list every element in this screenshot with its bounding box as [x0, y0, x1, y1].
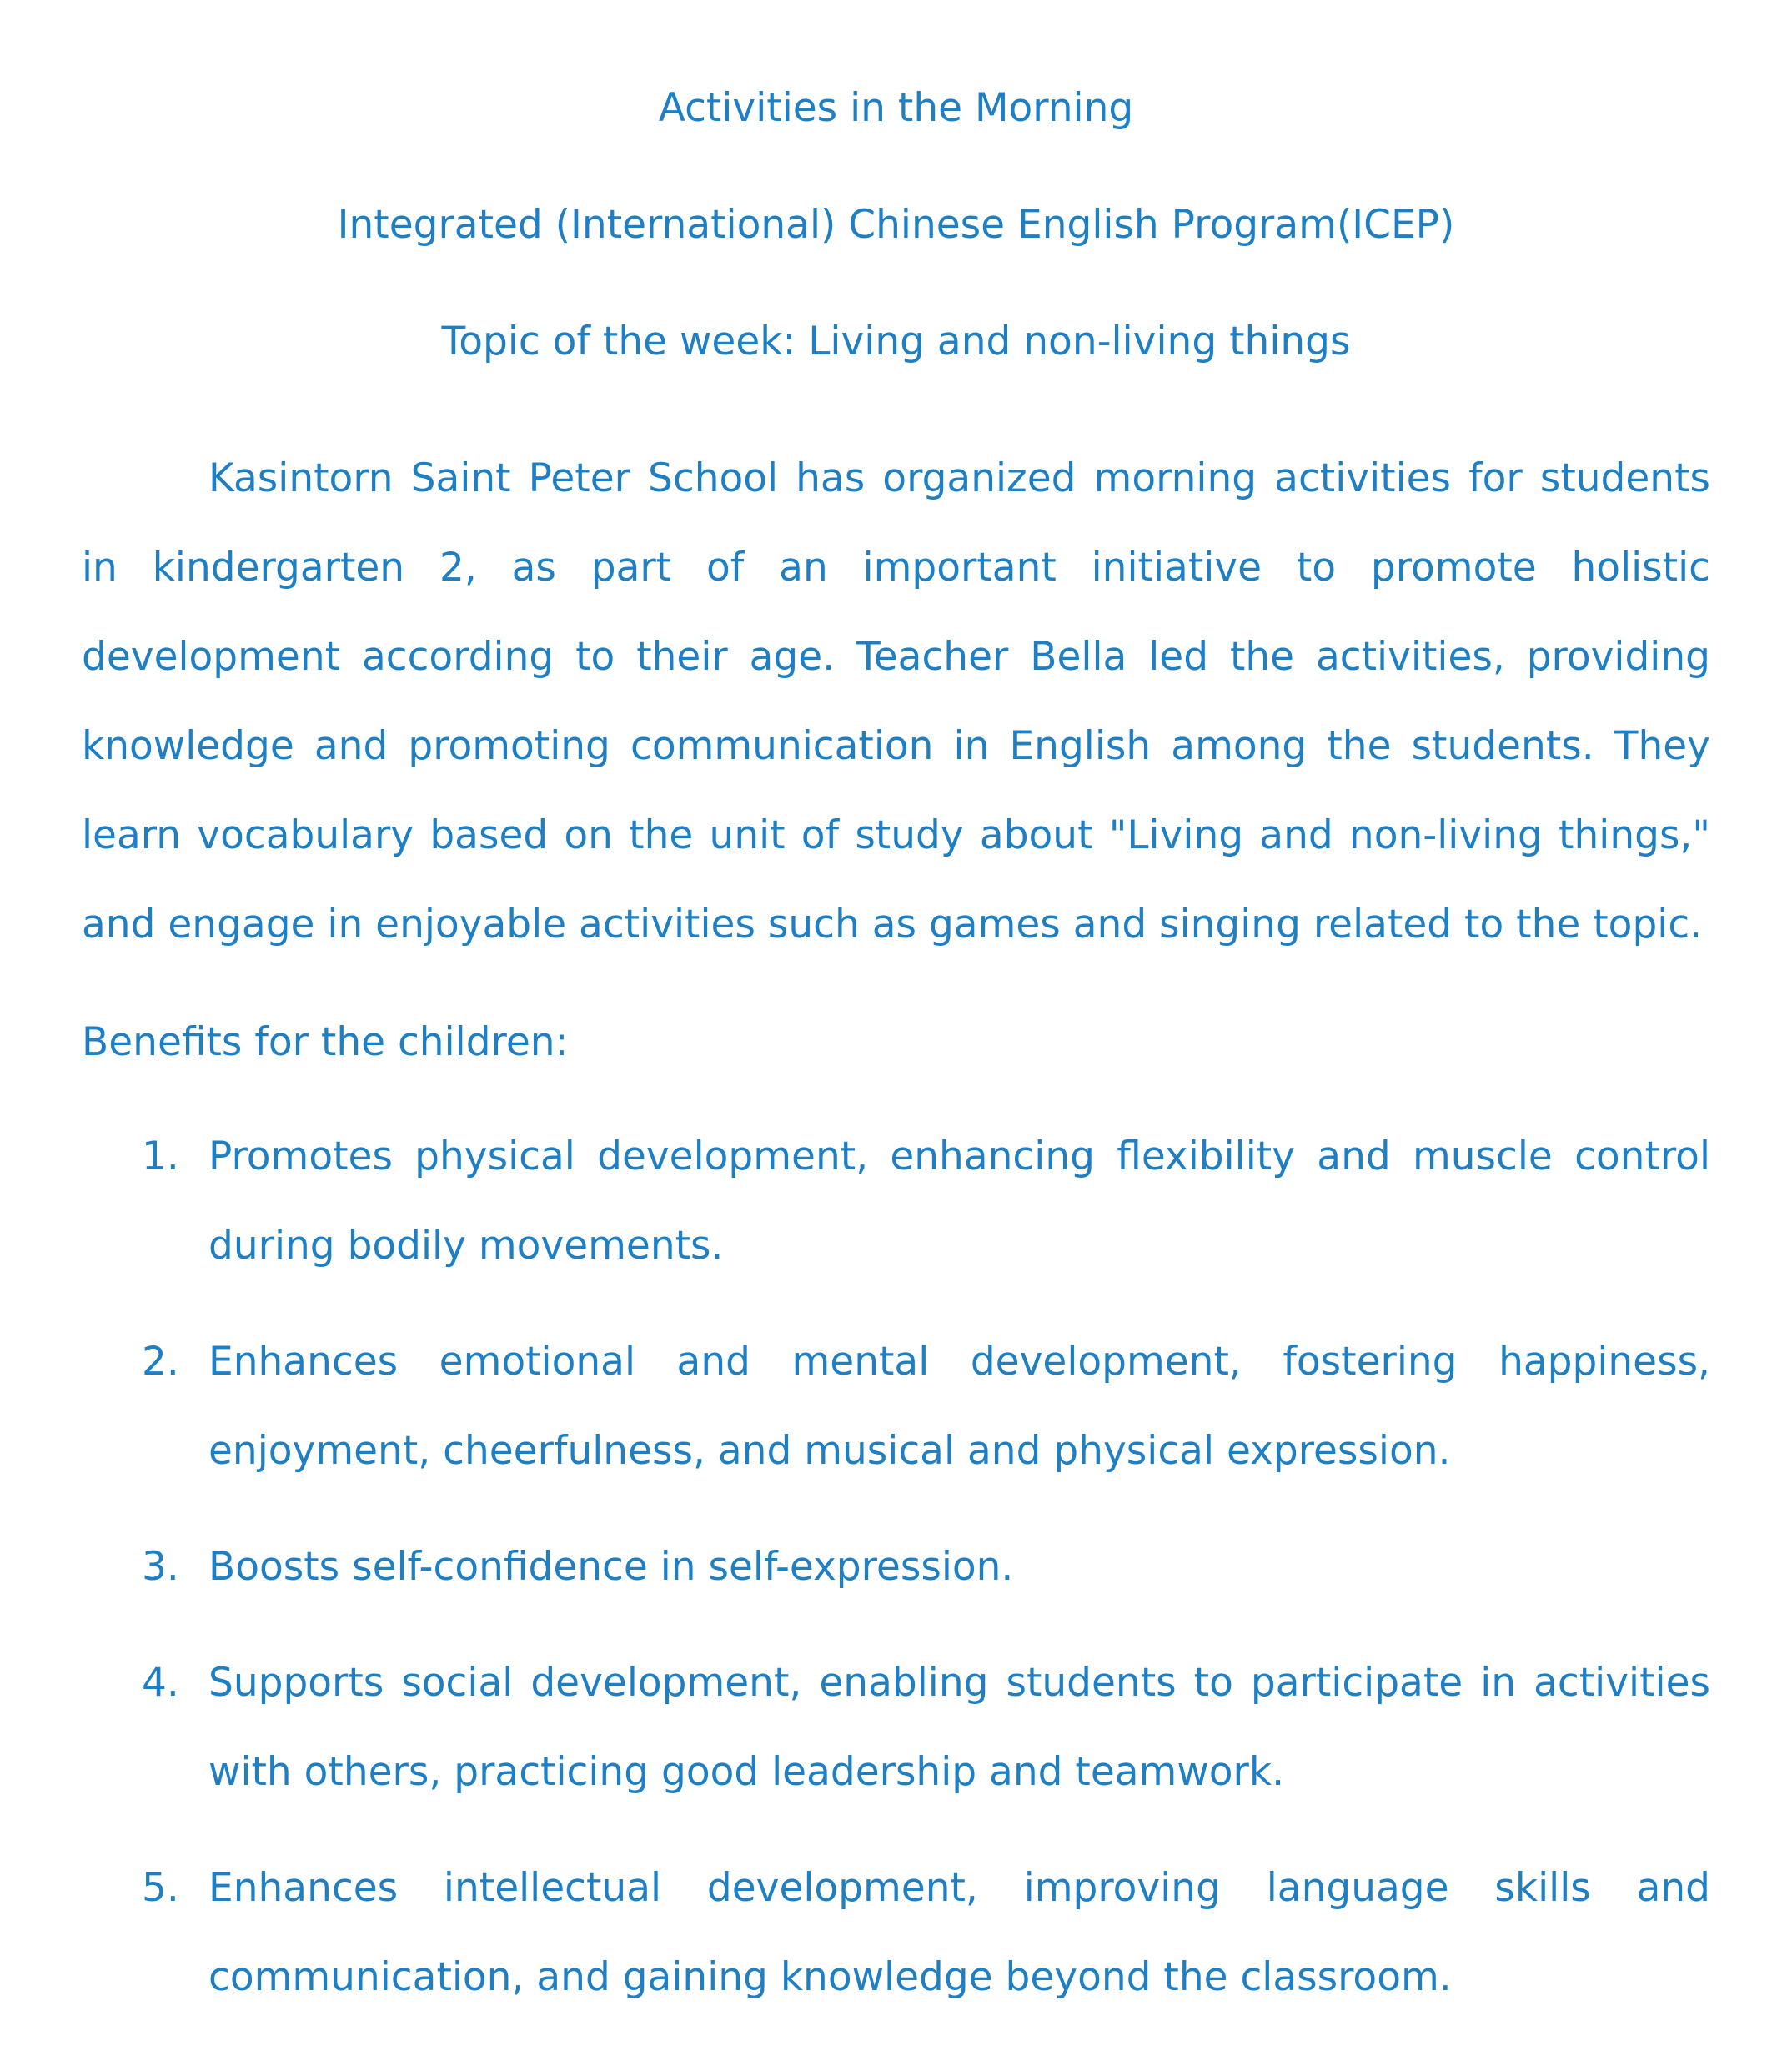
- list-item-text: Boosts self-confidence in self-expression.: [208, 1544, 1014, 1590]
- list-item-number: 5.: [142, 1865, 179, 1911]
- list-item: [82, 1112, 1710, 1290]
- program-name: Integrated (International) Chinese English Program(ICEP): [337, 202, 1455, 248]
- intro-paragraph: Kasintorn Saint Peter School has organized morning activities for students in kindergarten 2, as part of an important initiative to promote holistic development according to their age. Teacher Bella led the activities, providing knowledge and promoting communication in English among the students. They learn vocabulary based on the unit of study about "Living and non-living things," and engage in enjoyable activities such as games and singing related to the topic.: [82, 455, 1710, 948]
- list-item: [82, 1317, 1710, 1495]
- list-item-text: Supports social development, enabling students to participate in activities with others, practicing good leadership and teamwork.: [208, 1660, 1710, 1795]
- list-item: [82, 1843, 1710, 2022]
- list-item-text: Enhances emotional and mental development, fostering happiness, enjoyment, cheerfulness, and musical and physical expression.: [208, 1339, 1710, 1474]
- list-item: [82, 1522, 1710, 1611]
- benefits-heading: Benefits for the children:: [82, 1019, 569, 1065]
- list-item-number: 4.: [142, 1660, 179, 1706]
- list-item-number: 2.: [142, 1339, 179, 1385]
- list-item-number: 1.: [142, 1134, 179, 1179]
- benefits-list: [82, 1112, 1710, 2022]
- list-item: [82, 1638, 1710, 1817]
- list-item-text: Enhances intellectual development, improving language skills and communication, and gaining knowledge beyond the classroom.: [208, 1865, 1710, 2000]
- topic-of-week: Topic of the week: Living and non-living things: [441, 319, 1351, 364]
- list-item-text: Promotes physical development, enhancing flexibility and muscle control during bodily movements.: [208, 1134, 1710, 1269]
- list-item-number: 3.: [142, 1544, 179, 1590]
- document-title: Activities in the Morning: [658, 85, 1134, 131]
